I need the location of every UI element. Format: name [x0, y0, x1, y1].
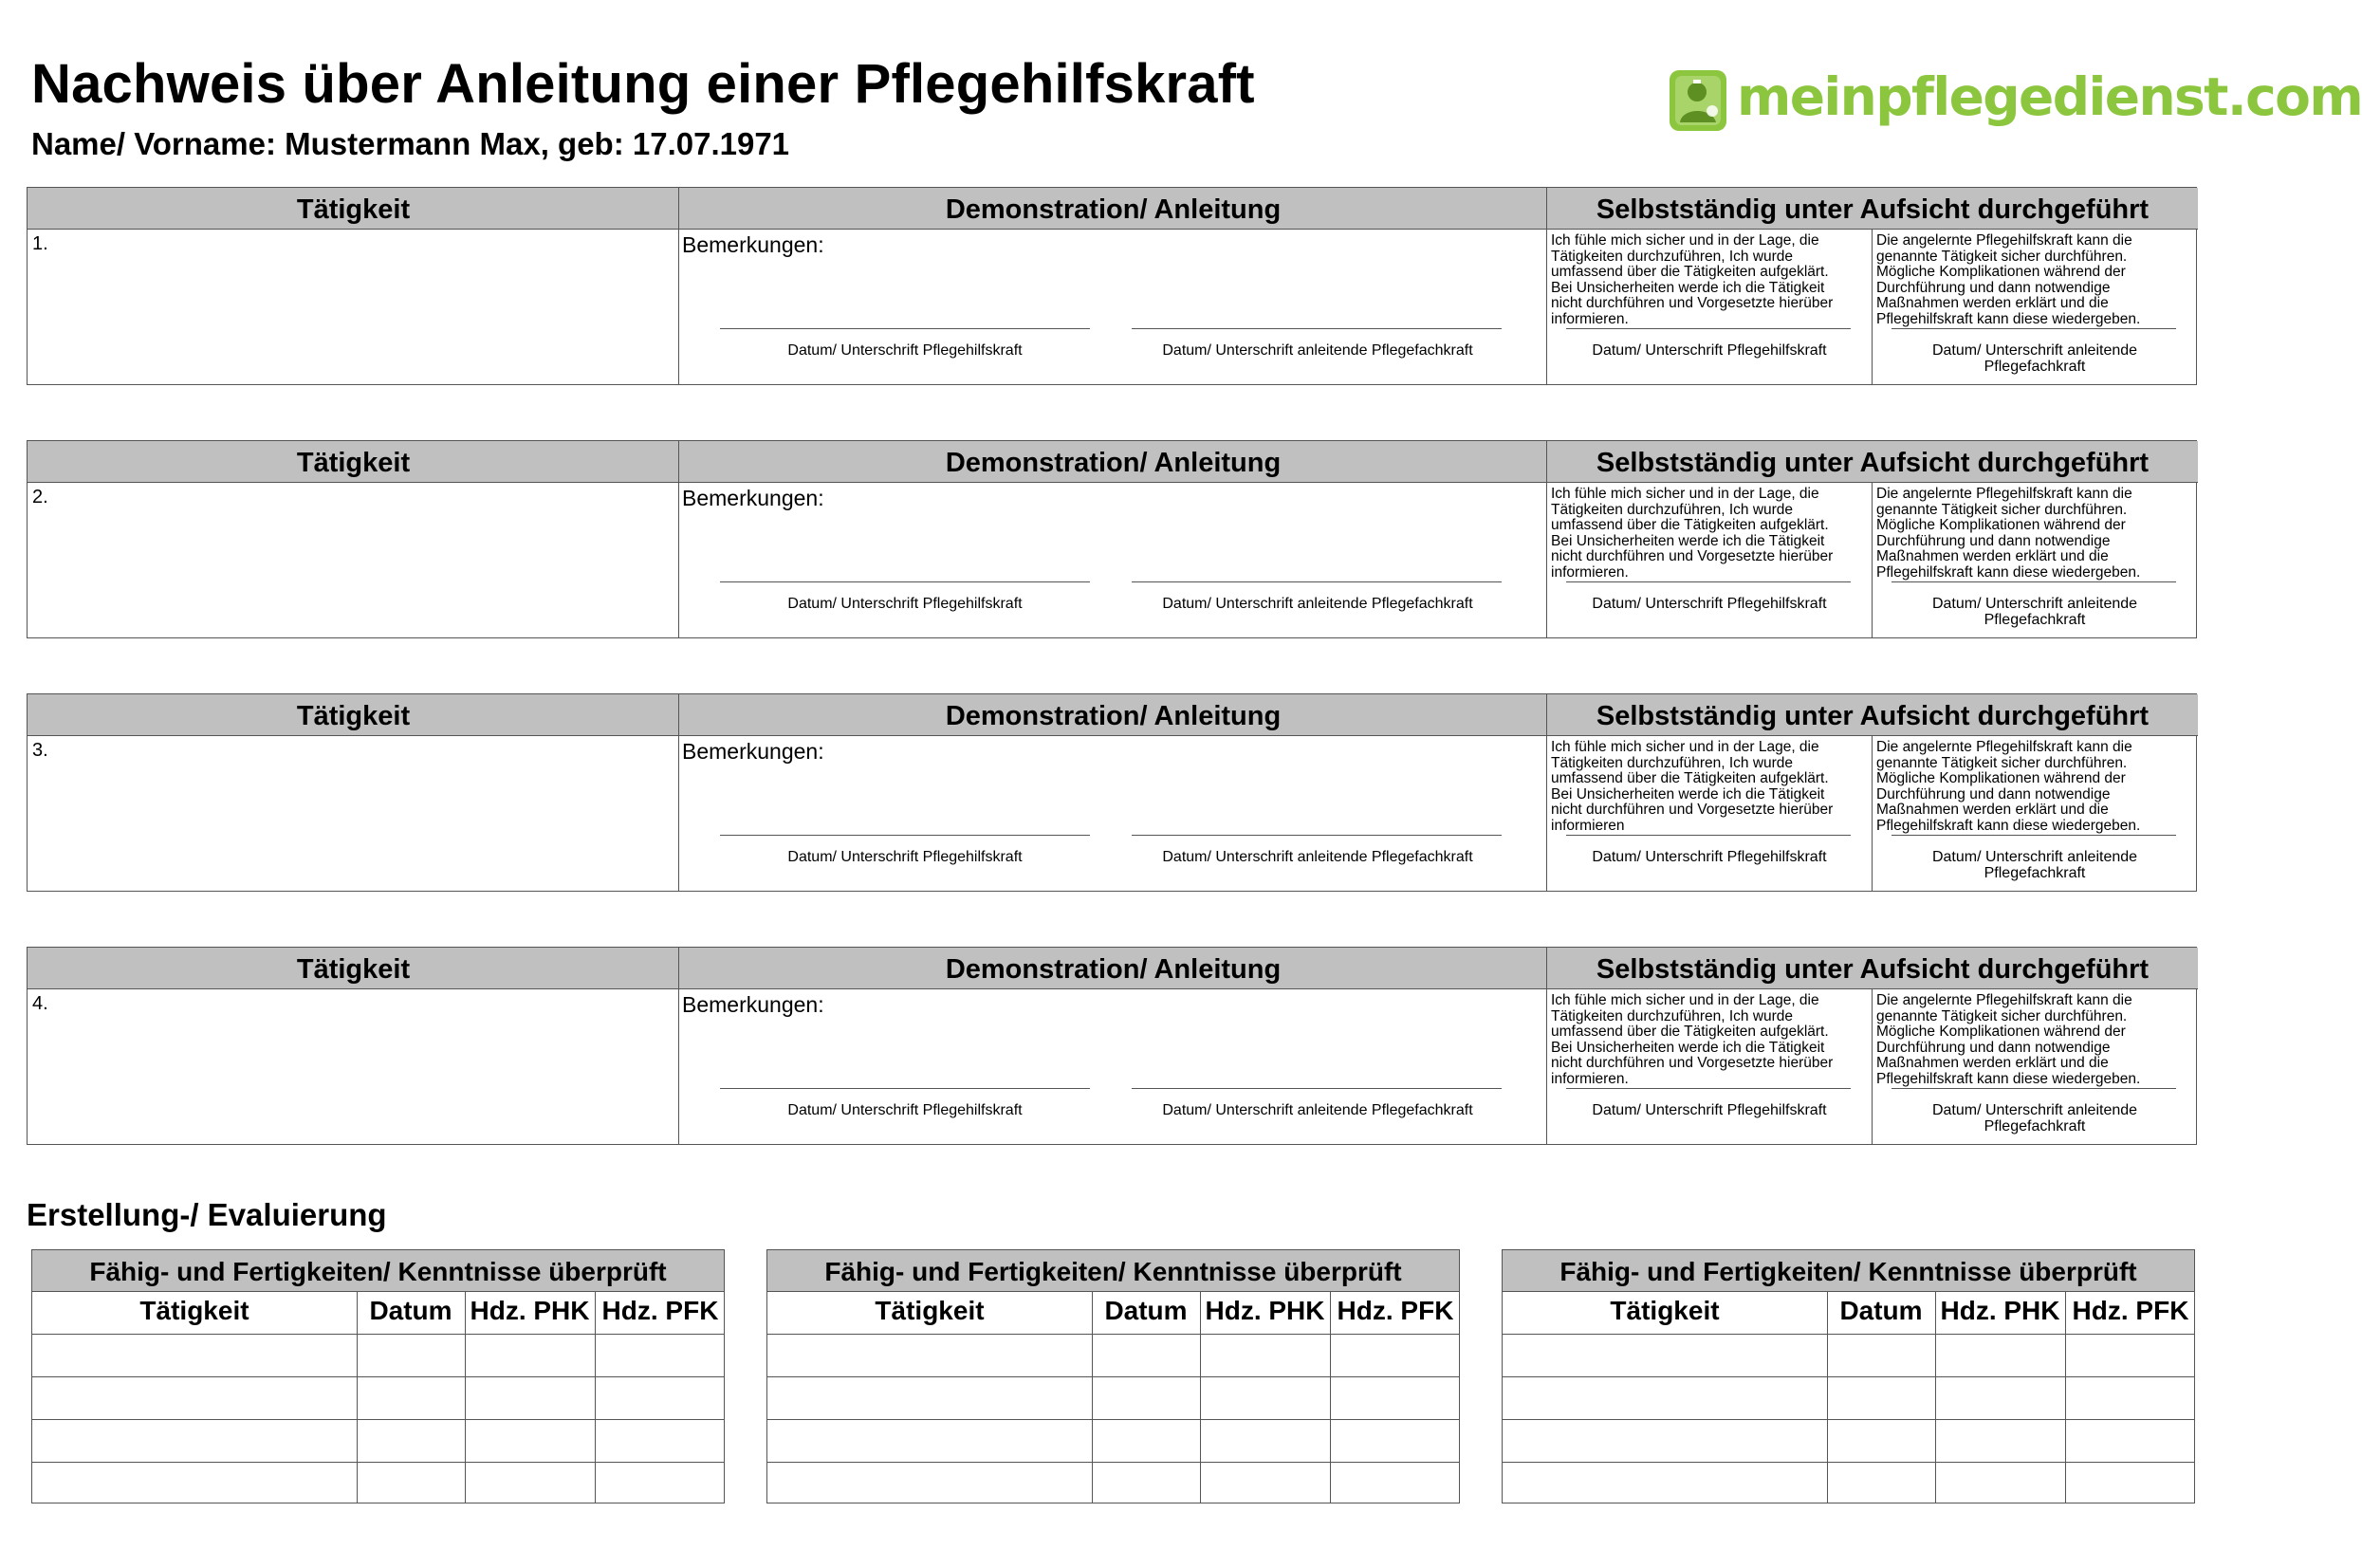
col-divider — [2065, 1292, 2066, 1503]
evaluation-title: Erstellung-/ Evaluierung — [27, 1197, 387, 1232]
statement-line: Tätigkeiten durchzuführen, Ich wurde — [1551, 248, 1794, 265]
header-selbststaendig: Selbstständig unter Aufsicht durchgeführt — [1547, 441, 2198, 483]
signature-label-phk: Datum/ Unterschrift Pflegehilfskraft — [787, 596, 1023, 612]
pfk-statement — [1876, 233, 2194, 328]
header-demonstration: Demonstration/ Anleitung — [679, 948, 1547, 989]
col-divider — [1092, 1292, 1093, 1503]
signature-label-line: Pflegefachkraft — [1984, 612, 2086, 628]
signature-label-phk-self: Datum/ Unterschrift Pflegehilfskraft — [1592, 596, 1827, 612]
col-divider — [465, 1292, 466, 1503]
activity-block — [27, 693, 2197, 892]
signature-label-line: Datum/ Unterschrift anleitende — [1931, 1102, 2138, 1118]
signature-line-pfk[interactable] — [1132, 835, 1502, 836]
column-divider — [678, 188, 679, 384]
statement-line: Durchführung und dann notwendige — [1876, 279, 2111, 296]
phk-statement — [1551, 993, 1869, 1088]
signature-line-pfk[interactable] — [1132, 1088, 1502, 1089]
statement-line: Durchführung und dann notwendige — [1876, 532, 2111, 549]
logo-text: meinpflegedienst.com — [1737, 66, 2362, 127]
nurse-logo-icon — [1667, 67, 1729, 134]
signature-label-pfk: Datum/ Unterschrift anleitende Pflegefachkraft — [1162, 849, 1473, 865]
signature-label-pfk: Datum/ Unterschrift anleitende Pflegefachkraft — [1162, 596, 1473, 612]
statement-line: Die angelernte Pflegehilfskraft kann die — [1876, 992, 2132, 1008]
statement-line: Ich fühle mich sicher und in der Lage, die — [1551, 992, 1819, 1008]
brand-logo — [1667, 65, 2362, 140]
statement-line: nicht durchführen und Vorgesetzte hierüber — [1551, 802, 1834, 819]
statement-line: Die angelernte Pflegehilfskraft kann die — [1876, 486, 2132, 502]
row-divider — [32, 1376, 724, 1377]
statement-line: nicht durchführen und Vorgesetzte hierüber — [1551, 548, 1834, 565]
signature-label-pfk: Datum/ Unterschrift anleitende Pflegefachkraft — [1162, 342, 1473, 359]
header-taetigkeit: Tätigkeit — [28, 694, 679, 736]
statement-line: Durchführung und dann notwendige — [1876, 1039, 2111, 1056]
statement-line: genannte Tätigkeit sicher durchführen. — [1876, 1007, 2128, 1024]
col-datum: Datum — [1839, 1296, 1923, 1325]
header-taetigkeit: Tätigkeit — [28, 948, 679, 989]
signature-line-phk-self[interactable] — [1566, 581, 1851, 582]
statement-line: Mögliche Komplikationen während der — [1876, 264, 2126, 281]
statement-line: Pflegehilfskraft kann diese wiedergeben. — [1876, 817, 2141, 834]
signature-line-pfk-supervision[interactable] — [1891, 835, 2176, 836]
col-hdz-phk: Hdz. PHK — [1205, 1296, 1325, 1325]
signature-label-pfk-supervision — [1873, 342, 2197, 375]
statement-line: Ich fühle mich sicher und in der Lage, die — [1551, 486, 1819, 502]
col-hdz-pfk: Hdz. PFK — [2072, 1296, 2189, 1325]
statement-line: informieren. — [1551, 563, 1629, 581]
header-demonstration: Demonstration/ Anleitung — [679, 188, 1547, 230]
statement-line: nicht durchführen und Vorgesetzte hierüber — [1551, 295, 1834, 312]
statement-line: Bei Unsicherheiten werde ich die Tätigkeit — [1551, 1039, 1825, 1056]
statement-line: Pflegehilfskraft kann diese wiedergeben. — [1876, 563, 2141, 581]
evaluation-table-title: Fähig- und Fertigkeiten/ Kenntnisse überprüft — [1503, 1250, 2194, 1292]
header-demonstration: Demonstration/ Anleitung — [679, 694, 1547, 736]
signature-label-pfk: Datum/ Unterschrift anleitende Pflegefachkraft — [1162, 1102, 1473, 1118]
row-number: 4. — [32, 993, 48, 1014]
signature-line-pfk-supervision[interactable] — [1891, 328, 2176, 329]
statement-line: Ich fühle mich sicher und in der Lage, die — [1551, 739, 1819, 755]
col-hdz-pfk: Hdz. PFK — [601, 1296, 719, 1325]
statement-line: genannte Tätigkeit sicher durchführen. — [1876, 248, 2128, 265]
statement-line: Mögliche Komplikationen während der — [1876, 1024, 2126, 1041]
statement-line: Tätigkeiten durchzuführen, Ich wurde — [1551, 1007, 1794, 1024]
col-hdz-phk: Hdz. PHK — [1940, 1296, 2060, 1325]
col-hdz-pfk: Hdz. PFK — [1337, 1296, 1454, 1325]
col-divider — [595, 1292, 596, 1503]
row-divider — [1503, 1376, 2194, 1377]
statement-line: nicht durchführen und Vorgesetzte hierüber — [1551, 1055, 1834, 1072]
statement-line: genannte Tätigkeit sicher durchführen. — [1876, 501, 2128, 518]
signature-line-phk-self[interactable] — [1566, 328, 1851, 329]
statement-line: Maßnahmen werden erklärt und die — [1876, 1055, 2109, 1072]
header-taetigkeit: Tätigkeit — [28, 441, 679, 483]
remarks-label: Bemerkungen: — [682, 739, 824, 764]
remarks-label: Bemerkungen: — [682, 486, 824, 510]
signature-label-line: Datum/ Unterschrift anleitende — [1931, 342, 2138, 359]
phk-statement — [1551, 740, 1869, 835]
statement-line: Tätigkeiten durchzuführen, Ich wurde — [1551, 501, 1794, 518]
row-divider — [1503, 1419, 2194, 1420]
statement-line: Bei Unsicherheiten werde ich die Tätigkeit — [1551, 279, 1825, 296]
statement-line: umfassend über die Tätigkeiten aufgeklärt. — [1551, 770, 1829, 787]
signature-line-pfk-supervision[interactable] — [1891, 581, 2176, 582]
signature-label-line: Pflegefachkraft — [1984, 1118, 2086, 1134]
column-divider — [678, 441, 679, 637]
statement-line: Maßnahmen werden erklärt und die — [1876, 802, 2109, 819]
signature-label-phk: Datum/ Unterschrift Pflegehilfskraft — [787, 342, 1023, 359]
statement-line: informieren. — [1551, 310, 1629, 327]
statement-line: Mögliche Komplikationen während der — [1876, 770, 2126, 787]
signature-line-pfk-supervision[interactable] — [1891, 1088, 2176, 1089]
header-selbststaendig: Selbstständig unter Aufsicht durchgeführt — [1547, 948, 2198, 989]
remarks-label: Bemerkungen: — [682, 992, 824, 1017]
row-number: 1. — [32, 233, 48, 254]
header-selbststaendig: Selbstständig unter Aufsicht durchgeführt — [1547, 694, 2198, 736]
remarks-label: Bemerkungen: — [682, 232, 824, 257]
evaluation-table-title: Fähig- und Fertigkeiten/ Kenntnisse überprüft — [32, 1250, 724, 1292]
page-title: Nachweis über Anleitung einer Pflegehilfskraft — [31, 53, 1255, 115]
statement-line: Ich fühle mich sicher und in der Lage, die — [1551, 232, 1819, 249]
signature-line-phk[interactable] — [720, 328, 1090, 329]
statement-line: informieren. — [1551, 1070, 1629, 1087]
statement-line: Tätigkeiten durchzuführen, Ich wurde — [1551, 754, 1794, 771]
row-divider — [767, 1419, 1459, 1420]
signature-label-pfk-supervision — [1873, 1102, 2197, 1134]
signature-label-phk: Datum/ Unterschrift Pflegehilfskraft — [787, 849, 1023, 865]
signature-line-pfk[interactable] — [1132, 328, 1502, 329]
patient-name: Name/ Vorname: Mustermann Max, geb: 17.07.1971 — [31, 126, 790, 161]
col-divider — [357, 1292, 358, 1503]
col-datum: Datum — [369, 1296, 452, 1325]
statement-line: Die angelernte Pflegehilfskraft kann die — [1876, 739, 2132, 755]
statement-line: informieren — [1551, 817, 1625, 834]
signature-label-phk-self: Datum/ Unterschrift Pflegehilfskraft — [1592, 1102, 1827, 1118]
row-number: 2. — [32, 487, 48, 507]
activity-block — [27, 440, 2197, 638]
col-taetigkeit: Tätigkeit — [1610, 1296, 1720, 1325]
signature-label-line: Datum/ Unterschrift anleitende — [1931, 596, 2138, 612]
column-divider — [678, 948, 679, 1144]
row-divider — [767, 1334, 1459, 1335]
activity-block — [27, 947, 2197, 1145]
statement-line: Maßnahmen werden erklärt und die — [1876, 295, 2109, 312]
signature-line-phk[interactable] — [720, 1088, 1090, 1089]
statement-line: Bei Unsicherheiten werde ich die Tätigkeit — [1551, 785, 1825, 802]
statement-line: genannte Tätigkeit sicher durchführen. — [1876, 754, 2128, 771]
header-demonstration: Demonstration/ Anleitung — [679, 441, 1547, 483]
signature-line-phk-self[interactable] — [1566, 1088, 1851, 1089]
statement-line: Die angelernte Pflegehilfskraft kann die — [1876, 232, 2132, 249]
signature-label-phk-self: Datum/ Unterschrift Pflegehilfskraft — [1592, 849, 1827, 865]
row-divider — [1503, 1462, 2194, 1463]
row-divider — [767, 1376, 1459, 1377]
col-divider — [1330, 1292, 1331, 1503]
signature-label-pfk-supervision — [1873, 849, 2197, 881]
phk-statement — [1551, 233, 1869, 328]
pfk-statement — [1876, 740, 2194, 835]
header-selbststaendig: Selbstständig unter Aufsicht durchgeführt — [1547, 188, 2198, 230]
evaluation-table — [766, 1249, 1460, 1503]
signature-label-line: Datum/ Unterschrift anleitende — [1931, 849, 2138, 865]
statement-line: Mögliche Komplikationen während der — [1876, 517, 2126, 534]
header-taetigkeit: Tätigkeit — [28, 188, 679, 230]
row-divider — [32, 1419, 724, 1420]
evaluation-table — [31, 1249, 725, 1503]
col-hdz-phk: Hdz. PHK — [470, 1296, 590, 1325]
pfk-statement — [1876, 993, 2194, 1088]
signature-label-phk-self: Datum/ Unterschrift Pflegehilfskraft — [1592, 342, 1827, 359]
statement-line: Maßnahmen werden erklärt und die — [1876, 548, 2109, 565]
row-divider — [1503, 1334, 2194, 1335]
signature-label-pfk-supervision — [1873, 596, 2197, 628]
statement-line: umfassend über die Tätigkeiten aufgeklärt. — [1551, 264, 1829, 281]
col-datum: Datum — [1104, 1296, 1188, 1325]
signature-line-pfk[interactable] — [1132, 581, 1502, 582]
pfk-statement — [1876, 487, 2194, 581]
signature-label-line: Pflegefachkraft — [1984, 865, 2086, 881]
column-divider — [678, 694, 679, 891]
row-divider — [32, 1334, 724, 1335]
activity-block — [27, 187, 2197, 385]
statement-line: Pflegehilfskraft kann diese wiedergeben. — [1876, 1070, 2141, 1087]
row-divider — [767, 1462, 1459, 1463]
statement-line: Bei Unsicherheiten werde ich die Tätigkeit — [1551, 532, 1825, 549]
col-taetigkeit: Tätigkeit — [139, 1296, 249, 1325]
signature-label-line: Pflegefachkraft — [1984, 359, 2086, 375]
signature-line-phk[interactable] — [720, 581, 1090, 582]
signature-label-phk: Datum/ Unterschrift Pflegehilfskraft — [787, 1102, 1023, 1118]
evaluation-table-title: Fähig- und Fertigkeiten/ Kenntnisse überprüft — [767, 1250, 1459, 1292]
statement-line: Pflegehilfskraft kann diese wiedergeben. — [1876, 310, 2141, 327]
col-divider — [1200, 1292, 1201, 1503]
col-divider — [1827, 1292, 1828, 1503]
statement-line: umfassend über die Tätigkeiten aufgeklärt. — [1551, 517, 1829, 534]
col-taetigkeit: Tätigkeit — [875, 1296, 985, 1325]
evaluation-table — [1502, 1249, 2195, 1503]
signature-line-phk[interactable] — [720, 835, 1090, 836]
signature-line-phk-self[interactable] — [1566, 835, 1851, 836]
phk-statement — [1551, 487, 1869, 581]
row-number: 3. — [32, 740, 48, 761]
col-divider — [1935, 1292, 1936, 1503]
statement-line: umfassend über die Tätigkeiten aufgeklärt. — [1551, 1024, 1829, 1041]
row-divider — [32, 1462, 724, 1463]
statement-line: Durchführung und dann notwendige — [1876, 785, 2111, 802]
